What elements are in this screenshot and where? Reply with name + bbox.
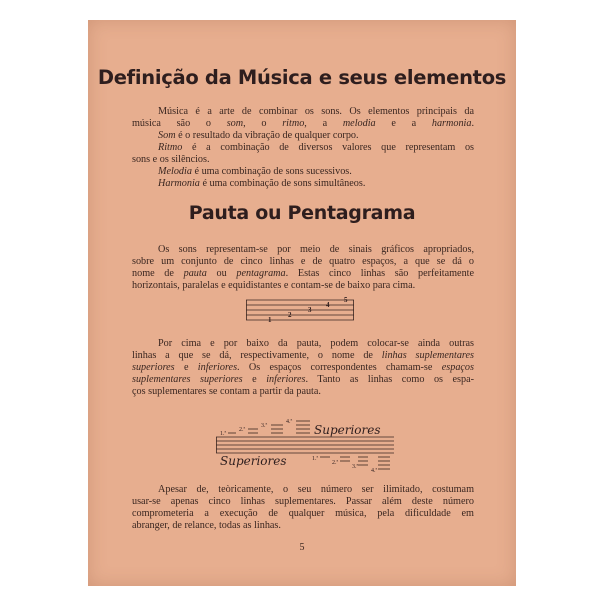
staff-paragraph-1 [132,244,474,292]
paragraph-line: sons e os silêncios. [132,154,210,165]
ledger-number-lower: 1.ª [312,456,319,462]
staff-line-label: 2 [288,311,292,319]
italic-term: Melodia [158,166,192,177]
paragraph-line: nome de pauta ou pentagrama. Estas cinco linhas são perfeitamente [132,268,475,279]
staff-diagram-ledger-lines [216,413,394,477]
paragraph-line: Melodia é uma combinação de sons sucessivos. [158,166,352,177]
staff-line-label: 1 [268,316,272,324]
paragraph-line: Harmonia é uma combinação de sons simultâneos. [158,178,366,189]
paragraph-line: comprometeria a execução de qualquer música, pela dificuldade em [132,508,474,519]
paragraph-line: Música é a arte de combinar os sons. Os elementos principais da [158,106,474,117]
paragraph-line: usar-se apenas cinco linhas suplementares. Passar além deste número [132,496,474,507]
paragraph-line: Som é o resultado da vibração de qualquer corpo. [158,130,359,141]
italic-term: inferiores [266,374,306,385]
ledger-number-lower: 2.ª [332,460,339,466]
paragraph-line: sobre um conjunto de cinco linhas e de quatro espaços, a que se dá o [132,256,474,267]
paragraph-line: ços suplementares se contam a partir da pauta. [132,386,321,397]
paragraph-line: linhas a que se dá, respectivamente, o nome de linhas suplementares [132,350,474,361]
italic-term: linhas suplementares [381,350,474,361]
italic-term: Ritmo [158,142,183,153]
ledger-number-lower: 3.ª [352,464,359,470]
paragraph-line: Os sons representam-se por meio de sinais gráficos apropriados, [158,244,474,255]
paragraph-line: horizontais, paralelas e equidistantes e contam-se de baixo para cima. [132,280,416,291]
italic-term: pauta [183,268,207,279]
ledger-number-upper: 3.ª [261,423,268,429]
paragraph-line: música são o som, o ritmo, a melodia e a harmonia. [132,118,475,129]
staff-line-label: 4 [326,301,330,309]
italic-term: superiores [132,362,175,373]
italic-term: harmonia [431,118,472,129]
paragraph-line: superiores e inferiores. Os espaços correspondentes chamam-se espaços [132,362,474,373]
italic-term: suplementares superiores [132,374,243,385]
book-page [88,20,516,586]
page-number: 5 [299,542,305,553]
italic-term: melodia [342,118,376,129]
italic-term: inferiores [197,362,238,373]
italic-term: som [226,118,244,129]
staff-line-label: 3 [308,306,312,314]
italic-term: ritmo [282,118,305,129]
ledger-number-lower: 4.ª [371,468,378,474]
section-title-definition: Definição da Música e seus elementos [97,66,507,89]
paragraph-line: abranger, de relance, todas as linhas. [132,520,281,531]
label-lower-ledger: Superiores [220,454,287,468]
ledger-number-upper: 4.ª [286,419,293,425]
label-upper-ledger: Superiores [314,423,381,437]
definition-paragraph [132,106,474,190]
ledger-number-upper: 2.ª [239,427,246,433]
paragraph-line: Por cima e por baixo da pauta, podem colocar-se ainda outras [158,338,474,349]
staff-paragraph-3 [132,484,474,532]
staff-paragraph-2 [132,338,474,398]
staff-line-label: 5 [344,296,348,304]
paragraph-line: Ritmo é a combinação de diversos valores que representam os [158,142,474,153]
italic-term: pentagrama [236,268,286,279]
staff-diagram-numbered-lines [246,290,356,326]
italic-term: Harmonia [158,178,200,189]
italic-term: espaços [441,362,474,373]
paragraph-line: suplementares superiores e inferiores. Tanto as linhas como os espa- [132,374,475,385]
paragraph-line: Apesar de, teòricamente, o seu número ser ilimitado, costumam [158,484,474,495]
ledger-number-upper: 1.ª [220,431,227,437]
section-title-staff: Pauta ou Pentagrama [188,202,416,224]
italic-term: Som [158,130,176,141]
